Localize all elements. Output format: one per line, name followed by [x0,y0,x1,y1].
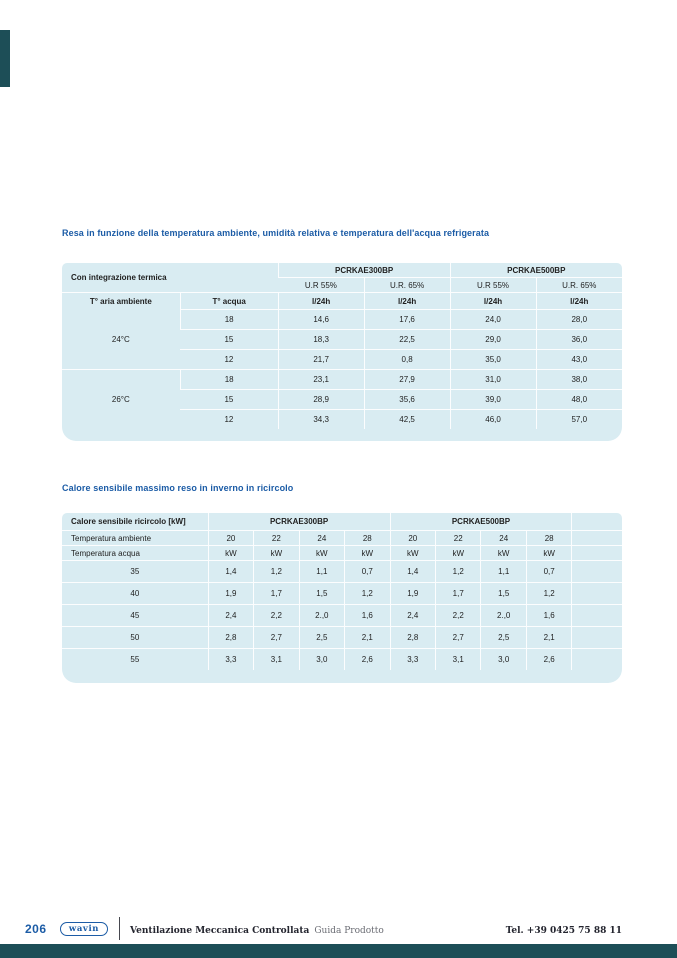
table2-ambient-value: 28 [345,531,390,546]
table-cell: 2,7 [254,627,299,649]
table2-unit: kW [526,546,571,561]
table-cell: 1,6 [526,605,571,627]
table2-ambient-value: 24 [481,531,526,546]
table1-subheader: U.R 55% [278,278,364,293]
table-cell: 46,0 [450,410,536,430]
table1-corner-label: Con integrazione termica [71,273,167,282]
table2-group-300bp: PCRKAE300BP [208,513,390,531]
table-cell: 3,1 [254,649,299,671]
table-cell: 3,1 [436,649,481,671]
wavin-logo [60,922,108,936]
table-cell: 21,7 [278,350,364,370]
table2-unit: kW [345,546,390,561]
table-cell: 2,8 [390,627,435,649]
water-temp-cell: 35 [62,561,208,583]
table-cell: 1,9 [208,583,253,605]
table-cell: 3,3 [208,649,253,671]
bottom-page-band [0,944,677,958]
table-cell: 42,5 [364,410,450,430]
table1-group-500bp: PCRKAE500BP [450,263,622,278]
table-cell: 2,6 [345,649,390,671]
table-cell: 1,2 [254,561,299,583]
table-cell: 14,6 [278,310,364,330]
table1-col-label: T° acqua [180,293,278,310]
table-cell: 2,2 [436,605,481,627]
page-footer [0,908,677,944]
table1-subheader: U.R. 65% [364,278,450,293]
table2-unit: kW [436,546,481,561]
table-row [62,627,622,649]
document-title-text: Ventilazione Meccanica Controllata [130,926,310,936]
table-cell: 28,0 [536,310,622,330]
table-cell: 17,6 [364,310,450,330]
table1-col-label: l/24h [450,293,536,310]
table-cell: 38,0 [536,370,622,390]
table2-spacer [572,583,622,605]
table-cell: 1,6 [345,605,390,627]
table2-ambient-value: 24 [299,531,344,546]
table-cell: 2,5 [481,627,526,649]
table2 [62,513,622,670]
table1-col-label: l/24h [278,293,364,310]
table-cell: 35,0 [450,350,536,370]
table-cell: 2,8 [208,627,253,649]
section1-heading: Resa in funzione della temperatura ambiente, umidità relativa e temperatura dell'acqua refrigerata [62,228,490,238]
table-cell: 1,2 [345,583,390,605]
table-cell: 1,1 [481,561,526,583]
table2-unit: kW [390,546,435,561]
table2-unit: kW [208,546,253,561]
table-cell: 24,0 [450,310,536,330]
table1-col-label: l/24h [536,293,622,310]
table-cell: 34,3 [278,410,364,430]
table1-col-label: l/24h [364,293,450,310]
table2-spacer [572,649,622,671]
table-row [62,649,622,671]
table2-ambient-value: 20 [390,531,435,546]
footer-divider [119,917,120,940]
water-temp-cell: 40 [62,583,208,605]
footer-phone: Tel. +39 0425 75 88 11 [505,926,622,936]
table1-group-300bp: PCRKAE300BP [278,263,450,278]
table-cell: 2,7 [436,627,481,649]
water-temp-cell: 50 [62,627,208,649]
table-cell: 15 [180,330,278,350]
table-cell: 1,5 [299,583,344,605]
table-cell: 2,1 [526,627,571,649]
table-cell: 3,3 [390,649,435,671]
table-cell: 18 [180,370,278,390]
table2-ambient-value: 22 [436,531,481,546]
table-cell: 15 [180,390,278,410]
table-cell: 1,7 [254,583,299,605]
table2-unit: kW [481,546,526,561]
table2-unit: kW [254,546,299,561]
water-temp-cell: 55 [62,649,208,671]
table-cell: 1,7 [436,583,481,605]
table-cell: 1,2 [526,583,571,605]
table-cell: 31,0 [450,370,536,390]
table-row [62,370,622,390]
table-cell: 27,9 [364,370,450,390]
table-cell: 2,5 [299,627,344,649]
table2-spacer [572,531,622,546]
table-row [62,583,622,605]
table-cell: 0,7 [345,561,390,583]
table-cell: 35,6 [364,390,450,410]
page-edge-marker [0,30,10,87]
table2-spacer [572,605,622,627]
table-cell: 0,8 [364,350,450,370]
table-row [62,561,622,583]
table1-subheader: U.R 55% [450,278,536,293]
table-cell: 39,0 [450,390,536,410]
table2-unit: kW [299,546,344,561]
table-cell: 12 [180,350,278,370]
table2-spacer [572,546,622,561]
document-subtitle-text: Guida Prodotto [314,926,384,936]
table-cell: 18,3 [278,330,364,350]
table1-subheader: U.R. 65% [536,278,622,293]
table-cell: 12 [180,410,278,430]
table-cell: 2.,0 [481,605,526,627]
table-cell: 28,9 [278,390,364,410]
table-cell: 29,0 [450,330,536,350]
table2-spacer [572,627,622,649]
table2-ambient-label: Temperatura ambiente [62,531,208,546]
table-cell: 3,0 [481,649,526,671]
table-cell: 18 [180,310,278,330]
ambient-temp-cell: 24°C [111,334,130,344]
table-cell: 43,0 [536,350,622,370]
table-cell: 1,4 [208,561,253,583]
water-temp-cell: 45 [62,605,208,627]
table-cell: 23,1 [278,370,364,390]
wavin-logo-text: wavin [68,923,100,934]
table-cell: 2,6 [526,649,571,671]
table-cell: 2.,0 [299,605,344,627]
table2-ambient-value: 22 [254,531,299,546]
table-cell: 3,0 [299,649,344,671]
table1-col-label: T° aria ambiente [62,293,180,310]
table-cell: 2,4 [208,605,253,627]
table1 [62,263,622,429]
table2-corner-label: Calore sensibile ricircolo [kW] [71,517,186,526]
table2-ambient-value: 20 [208,531,253,546]
section2-heading: Calore sensibile massimo reso in inverno in ricircolo [62,483,294,493]
table-row [62,605,622,627]
table2-acqua-label: Temperatura acqua [62,546,208,561]
table-cell: 36,0 [536,330,622,350]
table-cell: 1,4 [390,561,435,583]
table2-group-500bp: PCRKAE500BP [390,513,572,531]
table-cell: 48,0 [536,390,622,410]
table-row [62,310,622,330]
table-calore-sensibile [62,513,622,683]
table-cell: 1,1 [299,561,344,583]
table2-ambient-value: 28 [526,531,571,546]
table-cell: 1,2 [436,561,481,583]
table-cell: 2,2 [254,605,299,627]
table-cell: 2,1 [345,627,390,649]
table-cell: 1,5 [481,583,526,605]
table-cell: 0,7 [526,561,571,583]
table-cell: 57,0 [536,410,622,430]
table-cell: 1,9 [390,583,435,605]
page-number: 206 [25,922,47,936]
table2-spacer [572,561,622,583]
table2-spacer [572,513,622,531]
document-title [130,926,384,936]
ambient-temp-cell: 26°C [62,370,180,430]
table-cell: 22,5 [364,330,450,350]
table-cell: 2,4 [390,605,435,627]
table-integrazione-termica [62,263,622,441]
